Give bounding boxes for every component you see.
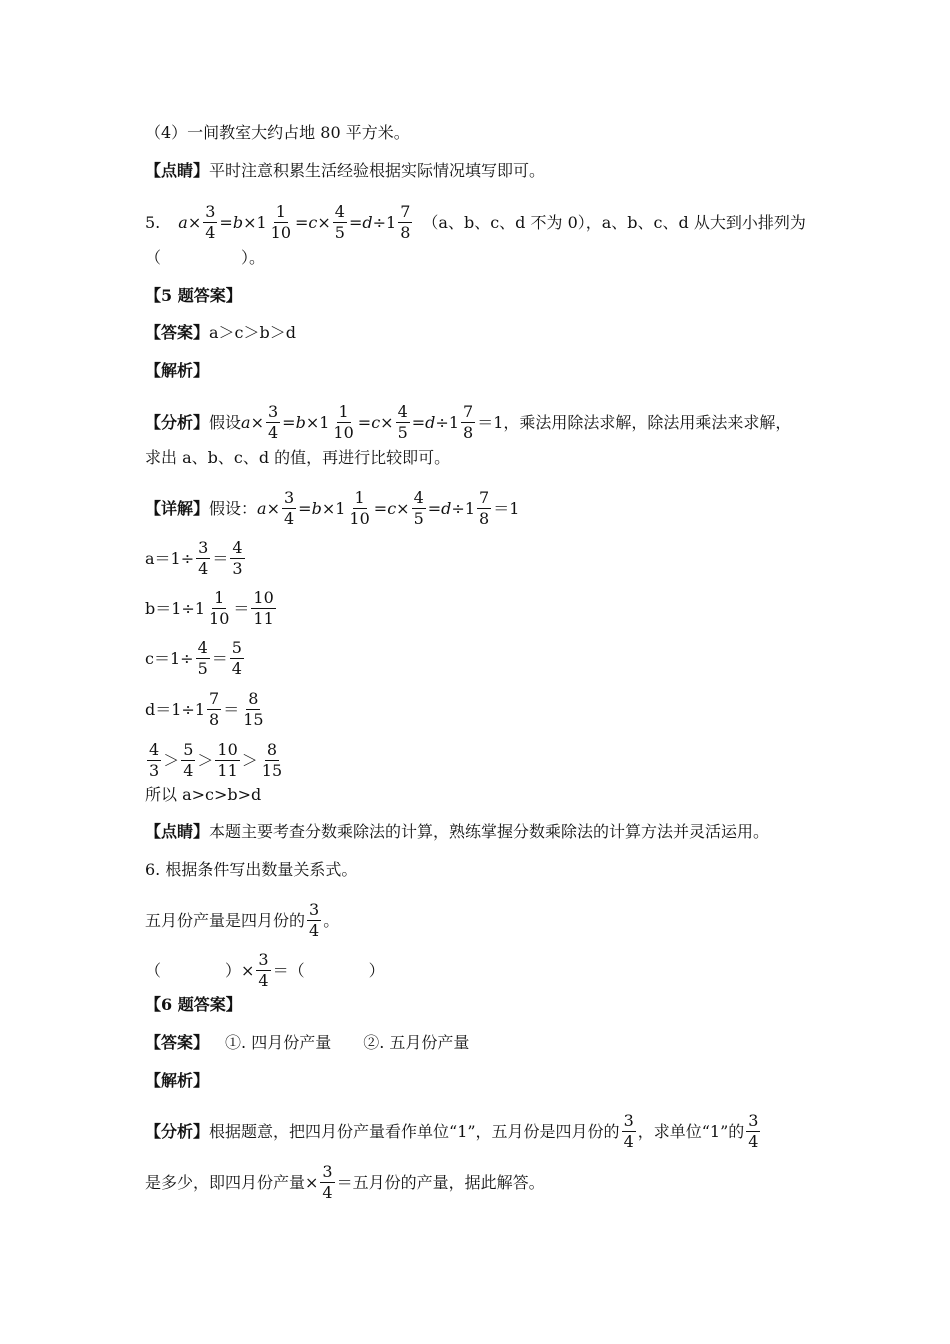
answer-text: a＞c＞b＞d [209,323,297,342]
answer-6-title: 【6 题答案】 [145,995,242,1014]
fraction: $\frac{8}{15}$ [243,689,264,729]
item-4-line [145,122,410,144]
fraction: $\frac{3}{4}$ [283,488,295,528]
dianjing-tag: 【点睛】 [145,161,210,180]
fenxi-2-line-2: 是多少，即四月份产量× $\frac{3}{4}$ ＝五月份的产量，据此解答。 [145,1162,545,1202]
fraction: $\frac{7}{8}$ [400,202,411,242]
fraction: $\frac{1}{10}$ [349,488,370,528]
fraction: $\frac{1}{10}$ [209,588,230,628]
fraction: $\frac{5}{4}$ [231,638,242,678]
math-whole: 1 [386,212,397,232]
calc-c-line: c＝1÷ $\frac{4}{5}$ ＝ $\frac{5}{4}$ [145,638,242,678]
math-var: b [232,212,244,232]
question-number: 5. [145,212,161,232]
dianjing-text: 平时注意积累生活经验根据实际情况填写即可。 [209,161,546,180]
fraction: $\frac{8}{15}$ [261,740,283,780]
math-op: × [243,212,257,232]
fenxi-line: 【分析】 假设 a × $\frac{3}{4}$ = b × 1 $\frac{1}{10}$ = c × $\frac{4}{5}$ = d ÷ 1 $\frac{7}{8}$ ＝1，乘法用除法求解，除法用乘法来求解， [145,402,792,442]
fraction: $\frac{1}{10}$ [333,402,354,442]
math-whole: 1 [256,212,267,232]
fraction: $\frac{3}{4}$ [205,202,216,242]
math-var: d [425,412,436,432]
math-op: = [295,212,309,232]
fraction: $\frac{4}{5}$ [197,638,208,678]
answer-6-line [145,1032,469,1054]
jiexi-heading-2: 【解析】 [145,1071,210,1090]
math-var: d [362,212,373,232]
compare-line: $\frac{4}{3}$ ＞ $\frac{5}{4}$ ＞ $\frac{10}{11}$ ＞ $\frac{8}{15}$ [149,740,283,780]
calc-a-line: a＝1÷ $\frac{3}{4}$ ＝ $\frac{4}{3}$ [145,538,243,578]
math-var: a [178,212,188,232]
math-op: × [187,212,202,232]
jiexi-heading: 【解析】 [145,361,210,380]
math-op: ÷ [372,212,387,232]
xiangjie-line: 【详解】 假设： a × $\frac{3}{4}$ = b × 1 $\frac{1}{10}$ = c × $\frac{4}{5}$ = d ÷ 1 $\frac{7}{8}$ ＝1 [145,488,520,528]
calc-b-line: b＝1÷1 $\frac{1}{10}$ ＝ $\frac{10}{11}$ [145,588,274,628]
fraction: $\frac{7}{8}$ [463,402,474,442]
fenxi-tag: 【分析】 [145,412,210,432]
answer-5-title: 【5 题答案】 [145,286,242,305]
math-var: b [295,412,306,432]
question-6-blank-line: （ ）× $\frac{3}{4}$ ＝（ ） [145,950,385,990]
fraction: $\frac{3}{4}$ [623,1111,634,1151]
fraction: $\frac{10}{11}$ [217,740,238,780]
question-6-line: 6. 根据条件写出数量关系式。 [145,860,358,879]
fraction: $\frac{4}{3}$ [149,740,160,780]
fraction: $\frac{3}{4}$ [258,950,269,990]
question-5-blank-line [145,247,265,269]
fraction: $\frac{3}{4}$ [748,1111,759,1151]
fraction: $\frac{4}{5}$ [334,202,345,242]
dianjing-1-line [145,160,545,182]
answer-tag: 【答案】 [145,323,210,342]
calc-d-line: d＝1÷1 $\frac{7}{8}$ ＝ $\frac{8}{15}$ [145,689,264,729]
fenxi-tag: 【分析】 [145,1121,210,1141]
dianjing-2-line: 【点睛】 本题主要考查分数乘除法的计算，熟练掌握分数乘除法的计算方法并灵活运用。 [145,822,770,841]
fraction: $\frac{4}{3}$ [232,538,243,578]
fraction: $\frac{10}{11}$ [253,588,274,628]
fraction: $\frac{3}{4}$ [309,900,320,940]
fraction: $\frac{3}{4}$ [198,538,209,578]
fraction: $\frac{3}{4}$ [322,1162,333,1202]
question-5-suffix: （a、b、c、d 不为 0），a、b、c、d 从大到小排列为 [422,212,806,232]
conclusion-line: 所以 a>c>b>d [145,785,262,804]
fenxi-2-line: 【分析】 根据题意，把四月份产量看作单位“1”，五月份是四月份的 $\frac{3}{4}$ ，求单位“1”的 $\frac{3}{4}$ [145,1111,759,1151]
fraction: $\frac{7}{8}$ [479,488,490,528]
fraction: $\frac{4}{5}$ [413,488,424,528]
fraction: $\frac{3}{4}$ [267,402,279,442]
math-var: c [371,412,381,432]
fenxi-line-2: 求出 a、b、c、d 的值，再进行比较即可。 [145,448,451,467]
fraction: $\frac{7}{8}$ [209,689,220,729]
answer-blank: （ ）。 [145,248,266,267]
fraction: $\frac{5}{4}$ [183,740,194,780]
math-var: a [241,412,251,432]
math-var: c [308,212,318,232]
math-op: = [219,212,233,232]
math-op: × [317,212,331,232]
fraction: $\frac{1}{10}$ [270,202,292,242]
fraction: $\frac{4}{5}$ [397,402,408,442]
answer-5-line [145,322,296,344]
answer-text: ①. 四月份产量 ②. 五月份产量 [209,1033,470,1052]
answer-tag: 【答案】 [145,1033,210,1052]
math-op: = [348,212,363,232]
xiangjie-tag: 【详解】 [145,498,210,518]
item-4-text: （4）一间教室大约占地 80 平方米。 [145,123,410,142]
dianjing-tag: 【点睛】 [145,822,210,841]
question-5-line [145,202,806,243]
question-6-condition: 五月份产量是四月份的 $\frac{3}{4}$ 。 [145,900,340,940]
